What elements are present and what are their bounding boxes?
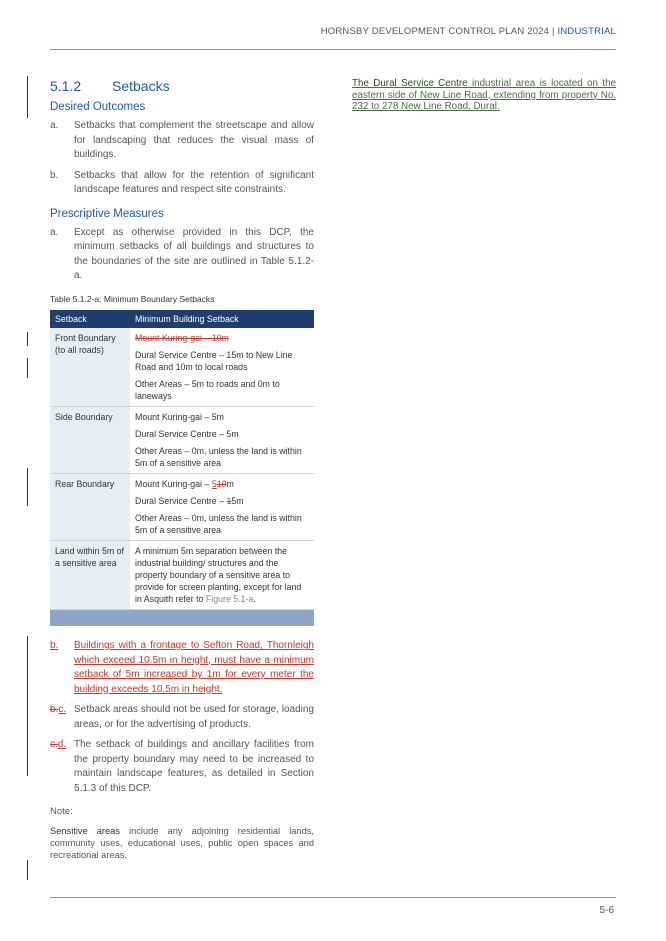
sensitive-area-values (130, 540, 314, 609)
cell-text: Other Areas – 0m, unless the land is within 5m of a sensitive area (135, 512, 302, 535)
list-item (50, 703, 314, 732)
dural-note-body: industrial area is located on the eastern side of New Line Road, extending from property No. 232 to 278 New Line Road, Dural. (352, 78, 616, 112)
front-boundary-label: Front Boundary (to all roads) (50, 328, 130, 407)
footer-rule (50, 897, 616, 898)
note-term: Sensitive areas (50, 826, 121, 836)
table-caption: Table 5.1.2-a: Minimum Boundary Setbacks (50, 293, 215, 304)
table-footer-cell (50, 609, 130, 626)
table-row (50, 540, 314, 609)
item-label: b. (50, 169, 59, 181)
deleted-text: 1 (226, 495, 232, 506)
prescriptive-measures-heading: Prescriptive Measures (50, 207, 164, 220)
figure-link[interactable]: Figure 5.1-a (205, 593, 254, 604)
header-rule (50, 49, 616, 50)
left-column (50, 78, 314, 626)
setbacks-table (50, 310, 314, 626)
change-bar (27, 636, 28, 776)
item-label: b. (50, 640, 59, 651)
list-item-inserted (50, 639, 314, 697)
inserted-label: d. (57, 739, 67, 750)
change-bar (27, 860, 28, 880)
side-boundary-label: Side Boundary (50, 406, 130, 473)
dural-note (352, 78, 616, 113)
change-bar (27, 332, 28, 346)
text-segment: Mount Kuring-gai – (135, 478, 212, 489)
cell-text (135, 545, 309, 605)
dural-note-term: The Dural Service Centre (352, 78, 468, 89)
desired-outcomes-heading: Desired Outcomes (50, 101, 146, 113)
rear-boundary-label: Rear Boundary (50, 473, 130, 540)
change-bar (27, 76, 28, 118)
rear-boundary-values (130, 473, 314, 540)
side-boundary-values (130, 406, 314, 473)
cell-text (135, 478, 309, 490)
note-body: include any adjoining residential lands, community uses, educational uses, public open spaces and recreational areas. (50, 826, 314, 860)
measures-list (50, 639, 314, 861)
deleted-text: Mount Kuring-gai – 10m (135, 332, 229, 343)
inserted-text: 5 (211, 478, 217, 489)
item-text: Setbacks that allow for the retention of significant landscape features and respect site constraints. (74, 169, 314, 195)
page-header (321, 26, 616, 37)
inserted-label: c. (58, 704, 67, 715)
front-boundary-values (130, 328, 314, 407)
item-text: The setback of buildings and ancillary facilities from the property boundary may need to be increased to maintain landscape features, as detailed in Section 5.1.3 of this DCP. (74, 739, 314, 794)
sensitive-area-label: Land within 5m of a sensitive area (50, 540, 130, 609)
table-row (50, 328, 314, 407)
header-section: INDUSTRIAL (557, 26, 616, 37)
table-footer-row (50, 609, 314, 626)
item-text: Setbacks that complement the streetscape and allow for landscaping that reduces the visual mass of buildings. (74, 120, 314, 160)
doc-title: HORNSBY DEVELOPMENT CONTROL PLAN 2024 (320, 26, 550, 37)
page-number: 5-6 (599, 905, 614, 916)
section-heading (50, 78, 314, 94)
column-header-setback: Setback (50, 310, 130, 328)
table-row (50, 473, 314, 540)
cell-text: Other Areas – 0m, unless the land is within 5m of a sensitive area (135, 445, 302, 468)
cell-text: Dural Service Centre – 15m to New Line Road and 10m to local roads (135, 349, 293, 372)
cell-text: Other Areas – 5m to roads and 0m to laneways (135, 378, 280, 401)
item-text: Setback areas should not be used for storage, loading areas, or for the advertising of products. (74, 704, 314, 730)
change-bar (27, 468, 28, 506)
text-segment: . (253, 593, 256, 604)
text-segment: 5m (231, 495, 244, 506)
section-title: Setbacks (112, 78, 170, 94)
list-item (50, 226, 314, 284)
cell-text: Dural Service Centre – 5m (135, 428, 239, 439)
deleted-label: b. (50, 704, 59, 715)
item-label: a. (50, 120, 59, 131)
deleted-text: 10 (216, 478, 227, 489)
table-row (50, 406, 314, 473)
list-item (50, 738, 314, 796)
list-item (50, 169, 314, 198)
note-label: Note: (50, 806, 73, 817)
change-bar (27, 358, 28, 378)
text-segment: A minimum 5m separation between the industrial building/ structures and the property boundary of a sensitive area to provide for screen planting, except for land in Asquith refer to (135, 545, 302, 604)
item-label: a. (50, 226, 59, 238)
deleted-label: c. (50, 739, 58, 750)
text-segment: Dural Service Centre – (135, 495, 227, 506)
table-header-row (50, 310, 314, 328)
item-label (50, 703, 74, 732)
section-number: 5.1.2 (50, 78, 82, 94)
right-column (352, 78, 616, 113)
cell-text (135, 495, 309, 507)
header-separator: | (549, 26, 558, 37)
item-text: Except as otherwise provided in this DCP, the minimum setbacks of all buildings and structures to the boundaries of the site are outlined in Table 5.1.2-a. (74, 226, 314, 281)
list-item (50, 119, 314, 163)
column-header-minimum: Minimum Building Setback (130, 310, 314, 328)
note-text (50, 825, 314, 861)
text-segment: m (226, 478, 234, 489)
item-label (50, 738, 74, 796)
table-footer-cell (130, 609, 314, 626)
cell-text: Mount Kuring-gai – 5m (135, 411, 224, 422)
item-text: Buildings with a frontage to Sefton Road, Thornleigh which exceed 10.5m in height, must have a minimum setback of 5m increased by 1m for every meter the building exceeds 10.5m in height. (74, 640, 314, 695)
